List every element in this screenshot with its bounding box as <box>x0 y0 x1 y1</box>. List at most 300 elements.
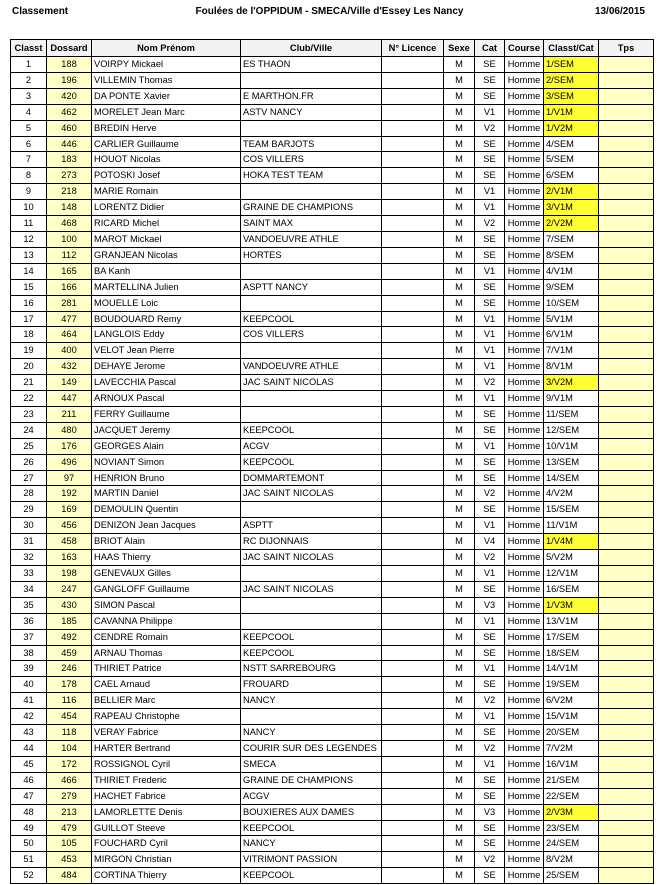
time-cell <box>599 438 654 454</box>
catrank-cell: 12/V1M <box>544 566 599 582</box>
licence-cell <box>382 327 444 343</box>
course-cell: Homme <box>505 104 544 120</box>
col-header-classt: Classt <box>11 40 47 57</box>
time-cell <box>599 677 654 693</box>
time-cell <box>599 343 654 359</box>
club-cell <box>241 72 382 88</box>
table-row <box>11 693 654 709</box>
club-cell: JAC SAINT NICOLAS <box>241 486 382 502</box>
col-header-classt-cat: Classt/Cat <box>544 40 599 57</box>
licence-cell <box>382 263 444 279</box>
rank-cell: 50 <box>11 836 47 852</box>
sex-cell: M <box>444 454 475 470</box>
rank-cell: 4 <box>11 104 47 120</box>
name-cell: BA Kanh <box>92 263 241 279</box>
table-row <box>11 454 654 470</box>
table-row <box>11 740 654 756</box>
table-row <box>11 391 654 407</box>
course-cell: Homme <box>505 311 544 327</box>
sex-cell: M <box>444 295 475 311</box>
bib-cell: 492 <box>47 629 92 645</box>
cat-cell: V2 <box>475 375 505 391</box>
catrank-cell: 10/V1M <box>544 438 599 454</box>
sex-cell: M <box>444 597 475 613</box>
catrank-cell: 3/V1M <box>544 200 599 216</box>
sex-cell: M <box>444 788 475 804</box>
time-cell <box>599 311 654 327</box>
bib-cell: 400 <box>47 343 92 359</box>
time-cell <box>599 725 654 741</box>
club-cell <box>241 184 382 200</box>
sex-cell: M <box>444 677 475 693</box>
cat-cell: SE <box>475 836 505 852</box>
catrank-cell: 16/V1M <box>544 756 599 772</box>
bib-cell: 169 <box>47 502 92 518</box>
club-cell: FROUARD <box>241 677 382 693</box>
table-row <box>11 788 654 804</box>
cat-cell: V1 <box>475 438 505 454</box>
catrank-cell: 2/V3M <box>544 804 599 820</box>
course-cell: Homme <box>505 709 544 725</box>
time-cell <box>599 661 654 677</box>
name-cell: MAROT Mickael <box>92 231 241 247</box>
cat-cell: V1 <box>475 104 505 120</box>
licence-cell <box>382 852 444 868</box>
catrank-cell: 13/SEM <box>544 454 599 470</box>
name-cell: MARIE Romain <box>92 184 241 200</box>
time-cell <box>599 152 654 168</box>
time-cell <box>599 852 654 868</box>
col-header-tps: Tps <box>599 40 654 57</box>
name-cell: HENRION Bruno <box>92 470 241 486</box>
licence-cell <box>382 216 444 232</box>
licence-cell <box>382 645 444 661</box>
time-cell <box>599 168 654 184</box>
club-cell <box>241 613 382 629</box>
catrank-cell: 6/V1M <box>544 327 599 343</box>
rank-cell: 49 <box>11 820 47 836</box>
cat-cell: V1 <box>475 613 505 629</box>
rank-cell: 2 <box>11 72 47 88</box>
cat-cell: SE <box>475 454 505 470</box>
time-cell <box>599 406 654 422</box>
sex-cell: M <box>444 104 475 120</box>
licence-cell <box>382 454 444 470</box>
name-cell: DEHAYE Jerome <box>92 359 241 375</box>
catrank-cell: 17/SEM <box>544 629 599 645</box>
sex-cell: M <box>444 359 475 375</box>
name-cell: FOUCHARD Cyril <box>92 836 241 852</box>
sex-cell: M <box>444 72 475 88</box>
bib-cell: 196 <box>47 72 92 88</box>
name-cell: GUILLOT Steeve <box>92 820 241 836</box>
bib-cell: 100 <box>47 231 92 247</box>
name-cell: POTOSKI Josef <box>92 168 241 184</box>
catrank-cell: 7/SEM <box>544 231 599 247</box>
rank-cell: 42 <box>11 709 47 725</box>
name-cell: NOVIANT Simon <box>92 454 241 470</box>
time-cell <box>599 216 654 232</box>
club-cell <box>241 406 382 422</box>
time-cell <box>599 629 654 645</box>
rank-cell: 46 <box>11 772 47 788</box>
time-cell <box>599 263 654 279</box>
licence-cell <box>382 613 444 629</box>
club-cell: JAC SAINT NICOLAS <box>241 550 382 566</box>
course-cell: Homme <box>505 486 544 502</box>
table-row <box>11 597 654 613</box>
catrank-cell: 1/V1M <box>544 104 599 120</box>
licence-cell <box>382 629 444 645</box>
club-cell: ACGV <box>241 438 382 454</box>
name-cell: HOUOT Nicolas <box>92 152 241 168</box>
rank-cell: 38 <box>11 645 47 661</box>
name-cell: DEMOULIN Quentin <box>92 502 241 518</box>
rank-cell: 33 <box>11 566 47 582</box>
licence-cell <box>382 343 444 359</box>
licence-cell <box>382 677 444 693</box>
rank-cell: 25 <box>11 438 47 454</box>
name-cell: MOUELLE Loic <box>92 295 241 311</box>
sex-cell: M <box>444 661 475 677</box>
rank-cell: 28 <box>11 486 47 502</box>
club-cell: NANCY <box>241 693 382 709</box>
table-row <box>11 375 654 391</box>
sex-cell: M <box>444 629 475 645</box>
club-cell: HORTES <box>241 247 382 263</box>
time-cell <box>599 534 654 550</box>
name-cell: HACHET Fabrice <box>92 788 241 804</box>
licence-cell <box>382 502 444 518</box>
rank-cell: 47 <box>11 788 47 804</box>
rank-cell: 45 <box>11 756 47 772</box>
cat-cell: V1 <box>475 359 505 375</box>
results-table <box>10 39 654 884</box>
bib-cell: 192 <box>47 486 92 502</box>
name-cell: THIRIET Patrice <box>92 661 241 677</box>
time-cell <box>599 247 654 263</box>
time-cell <box>599 550 654 566</box>
licence-cell <box>382 422 444 438</box>
catrank-cell: 9/SEM <box>544 279 599 295</box>
cat-cell: V1 <box>475 661 505 677</box>
time-cell <box>599 184 654 200</box>
sex-cell: M <box>444 247 475 263</box>
col-header-dossard: Dossard <box>47 40 92 57</box>
course-cell: Homme <box>505 88 544 104</box>
licence-cell <box>382 168 444 184</box>
course-cell: Homme <box>505 852 544 868</box>
table-row <box>11 566 654 582</box>
bib-cell: 466 <box>47 772 92 788</box>
cat-cell: V1 <box>475 343 505 359</box>
time-cell <box>599 391 654 407</box>
licence-cell <box>382 57 444 73</box>
licence-cell <box>382 597 444 613</box>
bib-cell: 183 <box>47 152 92 168</box>
time-cell <box>599 104 654 120</box>
catrank-cell: 18/SEM <box>544 645 599 661</box>
course-cell: Homme <box>505 295 544 311</box>
table-row <box>11 72 654 88</box>
cat-cell: SE <box>475 406 505 422</box>
sex-cell: M <box>444 693 475 709</box>
table-row <box>11 852 654 868</box>
catrank-cell: 1/V2M <box>544 120 599 136</box>
table-row <box>11 279 654 295</box>
bib-cell: 279 <box>47 788 92 804</box>
name-cell: VILLEMIN Thomas <box>92 72 241 88</box>
cat-cell: SE <box>475 629 505 645</box>
table-row <box>11 88 654 104</box>
name-cell: RAPEAU Christophe <box>92 709 241 725</box>
bib-cell: 446 <box>47 136 92 152</box>
catrank-cell: 23/SEM <box>544 820 599 836</box>
licence-cell <box>382 391 444 407</box>
course-cell: Homme <box>505 454 544 470</box>
club-cell: RC DIJONNAIS <box>241 534 382 550</box>
cat-cell: SE <box>475 581 505 597</box>
bib-cell: 166 <box>47 279 92 295</box>
catrank-cell: 15/V1M <box>544 709 599 725</box>
licence-cell <box>382 375 444 391</box>
cat-cell: V4 <box>475 534 505 550</box>
cat-cell: V1 <box>475 184 505 200</box>
course-cell: Homme <box>505 740 544 756</box>
table-row <box>11 756 654 772</box>
table-row <box>11 168 654 184</box>
rank-cell: 52 <box>11 868 47 884</box>
course-cell: Homme <box>505 756 544 772</box>
licence-cell <box>382 788 444 804</box>
catrank-cell: 6/V2M <box>544 693 599 709</box>
licence-cell <box>382 359 444 375</box>
time-cell <box>599 613 654 629</box>
sex-cell: M <box>444 613 475 629</box>
table-row <box>11 152 654 168</box>
name-cell: MARTIN Daniel <box>92 486 241 502</box>
bib-cell: 165 <box>47 263 92 279</box>
rank-cell: 7 <box>11 152 47 168</box>
catrank-cell: 24/SEM <box>544 836 599 852</box>
club-cell: KEEPCOOL <box>241 645 382 661</box>
catrank-cell: 22/SEM <box>544 788 599 804</box>
catrank-cell: 12/SEM <box>544 422 599 438</box>
catrank-cell: 11/SEM <box>544 406 599 422</box>
catrank-cell: 8/V2M <box>544 852 599 868</box>
catrank-cell: 3/V2M <box>544 375 599 391</box>
bib-cell: 178 <box>47 677 92 693</box>
name-cell: DENIZON Jean Jacques <box>92 518 241 534</box>
sex-cell: M <box>444 852 475 868</box>
club-cell: ACGV <box>241 788 382 804</box>
rank-cell: 19 <box>11 343 47 359</box>
sex-cell: M <box>444 184 475 200</box>
bib-cell: 480 <box>47 422 92 438</box>
cat-cell: SE <box>475 470 505 486</box>
cat-cell: SE <box>475 772 505 788</box>
table-row <box>11 311 654 327</box>
cat-cell: V2 <box>475 740 505 756</box>
course-cell: Homme <box>505 247 544 263</box>
licence-cell <box>382 295 444 311</box>
club-cell <box>241 566 382 582</box>
bib-cell: 430 <box>47 597 92 613</box>
name-cell: LANGLOIS Eddy <box>92 327 241 343</box>
table-row <box>11 804 654 820</box>
sex-cell: M <box>444 200 475 216</box>
name-cell: CAVANNA Philippe <box>92 613 241 629</box>
table-row <box>11 518 654 534</box>
catrank-cell: 10/SEM <box>544 295 599 311</box>
bib-cell: 454 <box>47 709 92 725</box>
name-cell: GEORGES Alain <box>92 438 241 454</box>
table-row <box>11 327 654 343</box>
course-cell: Homme <box>505 216 544 232</box>
course-cell: Homme <box>505 470 544 486</box>
club-cell: ASPTT <box>241 518 382 534</box>
course-cell: Homme <box>505 868 544 884</box>
rank-cell: 29 <box>11 502 47 518</box>
cat-cell: SE <box>475 279 505 295</box>
rank-cell: 21 <box>11 375 47 391</box>
table-row <box>11 184 654 200</box>
table-row <box>11 120 654 136</box>
sex-cell: M <box>444 438 475 454</box>
club-cell: COS VILLERS <box>241 327 382 343</box>
rank-cell: 35 <box>11 597 47 613</box>
licence-cell <box>382 406 444 422</box>
course-cell: Homme <box>505 804 544 820</box>
name-cell: CAEL Arnaud <box>92 677 241 693</box>
course-cell: Homme <box>505 136 544 152</box>
catrank-cell: 2/V2M <box>544 216 599 232</box>
sex-cell: M <box>444 375 475 391</box>
club-cell <box>241 597 382 613</box>
sex-cell: M <box>444 804 475 820</box>
table-row <box>11 629 654 645</box>
catrank-cell: 21/SEM <box>544 772 599 788</box>
rank-cell: 44 <box>11 740 47 756</box>
club-cell: ASTV NANCY <box>241 104 382 120</box>
catrank-cell: 5/SEM <box>544 152 599 168</box>
time-cell <box>599 868 654 884</box>
club-cell: GRAINE DE CHAMPIONS <box>241 200 382 216</box>
course-cell: Homme <box>505 231 544 247</box>
bib-cell: 281 <box>47 295 92 311</box>
time-cell <box>599 597 654 613</box>
rank-cell: 14 <box>11 263 47 279</box>
header-row <box>11 40 654 57</box>
catrank-cell: 7/V2M <box>544 740 599 756</box>
rank-cell: 3 <box>11 88 47 104</box>
col-header-nom: Nom Prénom <box>92 40 241 57</box>
cat-cell: V1 <box>475 518 505 534</box>
bib-cell: 218 <box>47 184 92 200</box>
sex-cell: M <box>444 422 475 438</box>
table-row <box>11 422 654 438</box>
table-row <box>11 868 654 884</box>
course-cell: Homme <box>505 359 544 375</box>
cat-cell: SE <box>475 231 505 247</box>
licence-cell <box>382 725 444 741</box>
name-cell: ROSSIGNOL Cyril <box>92 756 241 772</box>
name-cell: RICARD Michel <box>92 216 241 232</box>
bib-cell: 163 <box>47 550 92 566</box>
bib-cell: 105 <box>47 836 92 852</box>
sex-cell: M <box>444 534 475 550</box>
licence-cell <box>382 120 444 136</box>
rank-cell: 23 <box>11 406 47 422</box>
time-cell <box>599 72 654 88</box>
name-cell: LAMORLETTE Denis <box>92 804 241 820</box>
catrank-cell: 1/V3M <box>544 597 599 613</box>
catrank-cell: 15/SEM <box>544 502 599 518</box>
time-cell <box>599 645 654 661</box>
rank-cell: 22 <box>11 391 47 407</box>
course-cell: Homme <box>505 120 544 136</box>
rank-cell: 24 <box>11 422 47 438</box>
table-row <box>11 104 654 120</box>
bib-cell: 496 <box>47 454 92 470</box>
sex-cell: M <box>444 470 475 486</box>
time-cell <box>599 772 654 788</box>
sex-cell: M <box>444 740 475 756</box>
table-row <box>11 486 654 502</box>
rank-cell: 20 <box>11 359 47 375</box>
cat-cell: V2 <box>475 550 505 566</box>
course-cell: Homme <box>505 725 544 741</box>
licence-cell <box>382 104 444 120</box>
licence-cell <box>382 661 444 677</box>
name-cell: HAAS Thierry <box>92 550 241 566</box>
time-cell <box>599 231 654 247</box>
cat-cell: SE <box>475 725 505 741</box>
name-cell: LORENTZ Didier <box>92 200 241 216</box>
time-cell <box>599 200 654 216</box>
sex-cell: M <box>444 645 475 661</box>
time-cell <box>599 804 654 820</box>
name-cell: BRIOT Alain <box>92 534 241 550</box>
time-cell <box>599 836 654 852</box>
course-cell: Homme <box>505 502 544 518</box>
catrank-cell: 13/V1M <box>544 613 599 629</box>
table-row <box>11 581 654 597</box>
table-row <box>11 231 654 247</box>
cat-cell: SE <box>475 868 505 884</box>
rank-cell: 40 <box>11 677 47 693</box>
course-cell: Homme <box>505 168 544 184</box>
cat-cell: SE <box>475 88 505 104</box>
bib-cell: 188 <box>47 57 92 73</box>
cat-cell: V3 <box>475 597 505 613</box>
cat-cell: SE <box>475 136 505 152</box>
sex-cell: M <box>444 120 475 136</box>
licence-cell <box>382 184 444 200</box>
sex-cell: M <box>444 581 475 597</box>
bib-cell: 116 <box>47 693 92 709</box>
course-cell: Homme <box>505 57 544 73</box>
rank-cell: 13 <box>11 247 47 263</box>
table-row <box>11 343 654 359</box>
course-cell: Homme <box>505 645 544 661</box>
cat-cell: V1 <box>475 709 505 725</box>
time-cell <box>599 581 654 597</box>
cat-cell: V1 <box>475 566 505 582</box>
cat-cell: V2 <box>475 852 505 868</box>
bib-cell: 456 <box>47 518 92 534</box>
rank-cell: 18 <box>11 327 47 343</box>
